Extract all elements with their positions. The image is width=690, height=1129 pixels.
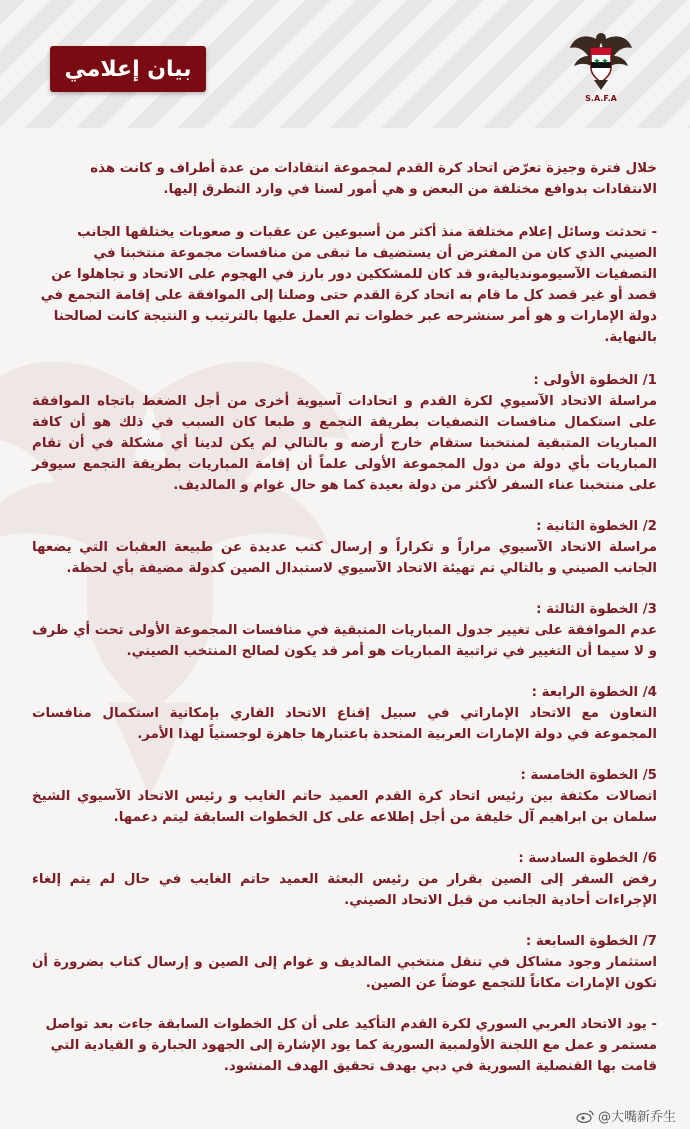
statement-banner (50, 46, 206, 92)
banner-title: بيان إعلامي (64, 56, 192, 82)
step-3 (32, 599, 657, 662)
step-title: 2/ الخطوة الثانية : (536, 519, 657, 534)
step-2 (32, 516, 657, 579)
credit-text: @大嘴新乔生 (597, 1110, 676, 1125)
closing-paragraph: - يود الاتحاد العربي السوري لكرة القدم التأكيد على أن كل الخطوات السابقة جاءت بعد تواصل مستمر و عمل مع اللجنة الأولمبية السورية كما يود الإشارة إلى الجهود الجبارة و القيادية التي قامت بها القنصلية السورية في دبي بهدف تحقيق الهدف المنشود. (45, 1017, 657, 1074)
federation-logo (566, 24, 636, 108)
step-body: رفض السفر إلى الصين بقرار من رئيس البعثة العميد حاتم الغايب في حال لم يتم إلغاء الإجراءات أحادية الجانب من قبل الاتحاد الصيني. (32, 872, 657, 908)
step-4 (32, 682, 657, 745)
statement-body (32, 158, 657, 1099)
step-title: 1/ الخطوة الأولى : (533, 373, 657, 388)
step-title: 6/ الخطوة السادسة : (518, 851, 657, 866)
intro-paragraph: خلال فترة وجيزة تعرّض اتحاد كرة القدم لمجموعة انتقادات من عدة أطراف و كانت هذه الانتقادات بدوافع مختلفة من البعض و هي أمور لسنا في وارد التطرق إليها. (90, 161, 657, 197)
header-band (0, 0, 690, 128)
step-1 (32, 370, 657, 496)
step-body: استثمار وجود مشاكل في تنقل منتخبي المالديف و غوام إلى الصين و إرسال كتاب بضرورة أن تكون الإمارات مكاناً للتجمع عوضاً عن الصين. (32, 955, 657, 991)
step-title: 4/ الخطوة الرابعة : (531, 685, 657, 700)
step-7 (32, 931, 657, 994)
step-5 (32, 765, 657, 828)
logo-caption: S.A.F.A (585, 94, 617, 103)
context-paragraph: - تحدثت وسائل إعلام مختلفة منذ أكثر من أسبوعين عن عقبات و صعوبات يختلقها الجانب الصيني الذي كان من المفترض أن يستضيف ما تبقى من منافسات مجموعة منتخبنا في التصفيات الآسيومونديالية،و قد كان للمشككين دور بارز في الهجوم على الاتحاد و تجاهلوا عن قصد أو غير قصد كل ما قام به اتحاد كرة القدم حتى وصلنا إلى الموافقة على إقامة التجمع في دولة الإمارات و هو أمر سنشرحه عبر خطوات تم العمل عليها بالترتيب و النتيجة كانت لصالحنا بالنهاية. (40, 225, 657, 345)
eagle-emblem-icon (566, 24, 636, 94)
step-title: 5/ الخطوة الخامسة : (520, 768, 657, 783)
step-body: مراسلة الاتحاد الآسيوي لكرة القدم و اتحادات آسيوية أخرى من أجل الضغط باتجاه الموافقة على استكمال منافسات التصفيات بطريقة التجمع و طبعا كان السبب في ذلك هو أن كافة المباريات المتبقية لمنتخبنا ستقام خارج أرضه و بالتالي لم يكن لدينا أي مشكلة في أن تقام المباريات بأي دولة من دول المجموعة الأولى علماً أن إقامة المباريات بطريقة التجمع سيوفر على منتخبنا عناء السفر لأكثر من دولة بعيدة كما هو حال غوام و المالديف. (32, 394, 657, 493)
step-body: التعاون مع الاتحاد الإماراتي في سبيل إقناع الاتحاد القاري بإمكانية استكمال منافسات المجموعة في دولة الإمارات العربية المتحدة باعتبارها جاهزة لوجستياً لهذا الأمر. (32, 706, 657, 742)
step-title: 3/ الخطوة الثالثة : (536, 602, 657, 617)
weibo-icon (576, 1109, 594, 1123)
step-6 (32, 848, 657, 911)
weibo-credit (576, 1106, 676, 1125)
step-body: مراسلة الاتحاد الآسيوي مراراً و تكراراً و إرسال كتب عديدة عن طبيعة العقبات التي يضعها الجانب الصيني و بالتالي تم تهيئة الاتحاد الآسيوي لاستبدال الصين كدولة مضيفة بأي لحظة. (32, 540, 657, 576)
step-title: 7/ الخطوة السابعة : (525, 934, 657, 949)
step-body: اتصالات مكثفة بين رئيس اتحاد كرة القدم العميد حاتم الغايب و رئيس الاتحاد الآسيوي الشيخ سلمان بن ابراهيم آل خليفة من أجل إطلاعه على كل الخطوات السابقة ليتم دعمها. (32, 789, 657, 825)
step-body: عدم الموافقة على تغيير جدول المباريات المتبقية في منافسات المجموعة الأولى تحت أي ظرف و لا سيما أن التغيير في تراتبية المباريات هو أمر قد يكون لصالح المنتخب الصيني. (32, 623, 657, 659)
